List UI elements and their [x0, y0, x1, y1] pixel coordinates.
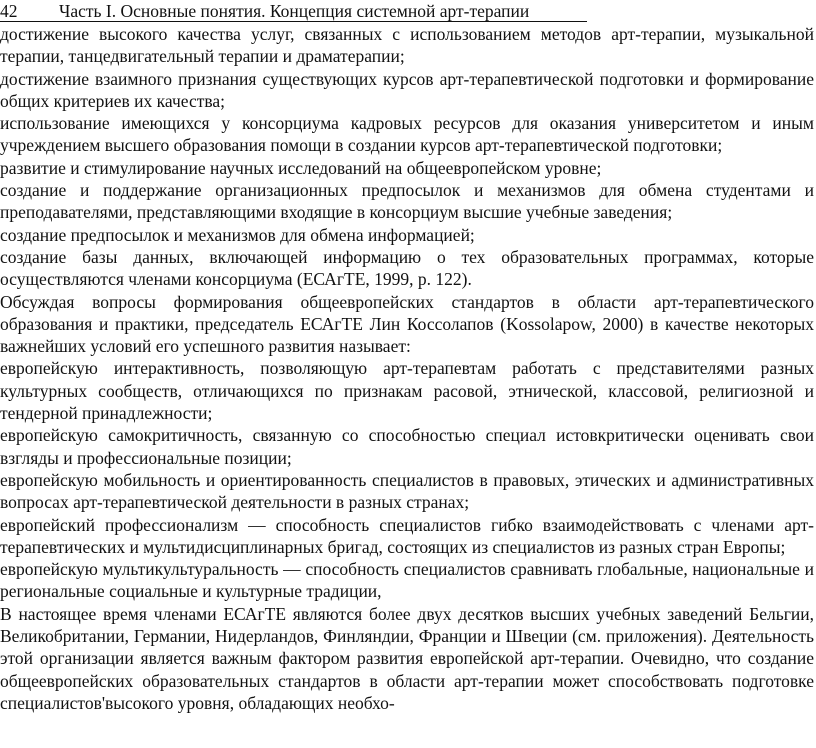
page-header	[0, 0, 814, 23]
paragraph-goal-database: создание базы данных, включающей информацию о тех образовательных программах, которые осуществляются членами консорциума (ЕСАгТЕ, 1999, р. 122).	[0, 246, 814, 290]
paragraph-goal-staff-resources: использование имеющихся у консорциума кадровых ресурсов для оказания университетом и иным учреждением высшего образования помощи в создании курсов арт-терапевтической подготовки;	[0, 113, 814, 156]
paragraph-goal-information: создание предпосылок и механизмов для обмена информацией;	[0, 224, 475, 245]
paragraph-members: В настоящее время членами ЕСАгТЕ являются более двух десятков высших учебных заведений Бельгии, Великобритании, Германии, Нидерландов, Финляндии, Франции и Швеции (см. приложения). Деятельность этой организации является важным фактором развития европейской арт-терапии. Очевидно, что создание общеевропейских образовательных стандартов в области арт-терапии может способствовать подготовке специалистов'высокого уровня, обладающих необхо-	[0, 603, 814, 713]
paragraph-condition-self-criticism: европейскую самокритичность, связанную со способностью специал истовкритически оценивать свои взгляды и профессиональные позиции;	[0, 425, 814, 468]
running-title: Часть I. Основные понятия. Концепция системной арт-терапии	[59, 1, 530, 21]
paragraph-goal-recognition: достижение взаимного признания существующих курсов арт-терапевтической подготовки и формирование общих критериев их качества;	[0, 68, 814, 111]
paragraph-condition-mobility: европейскую мобильность и ориентированность специалистов в правовых, этических и административных вопросах арт-терапевтической деятельности в разных странах;	[0, 469, 814, 513]
paragraph-goal-research: развитие и стимулирование научных исследований на общеевропейском уровне;	[0, 157, 602, 178]
paragraph-condition-multiculturality: европейскую мультикультуральность — способность специалистов сравнивать глобальные, национальные и региональные социальные и культурные традиции,	[0, 559, 814, 602]
page-number: 42	[0, 1, 18, 21]
body-text	[0, 23, 814, 714]
header-rule	[0, 21, 587, 22]
paragraph-conditions-intro: Обсуждая вопросы формирования общеевропейских стандартов в области арт-терапевтического образования и практики, председатель ЕСАгТЕ Лин Коссолапов (Kossolapow, 2000) в качестве некоторых важнейших условий его успешного развития называет:	[0, 291, 814, 357]
paragraph-condition-interactivity: европейскую интерактивность, позволяющую арт-терапевтам работать с представителями разных культурных сообществ, отличающихся по признакам расовой, этнической, классовой, религиозной и тендерной принадлежности;	[0, 358, 814, 424]
paragraph-goal-quality: достижение высокого качества услуг, связанных с использованием методов арт-терапии, музыкальной терапии, танцедвигательный терапии и драматерапии;	[0, 24, 814, 67]
paragraph-goal-exchange: создание и поддержание организационных предпосылок и механизмов для обмена студентами и преподавателями, представляющими входящие в консорциум высшие учебные заведения;	[0, 180, 814, 223]
paragraph-condition-professionalism: европейский профессионализм — способность специалистов гибко взаимодействовать с членами арт-терапевтических и мультидисциплинарных бригад, состоящих из специалистов из разных стран Европы;	[0, 514, 814, 557]
